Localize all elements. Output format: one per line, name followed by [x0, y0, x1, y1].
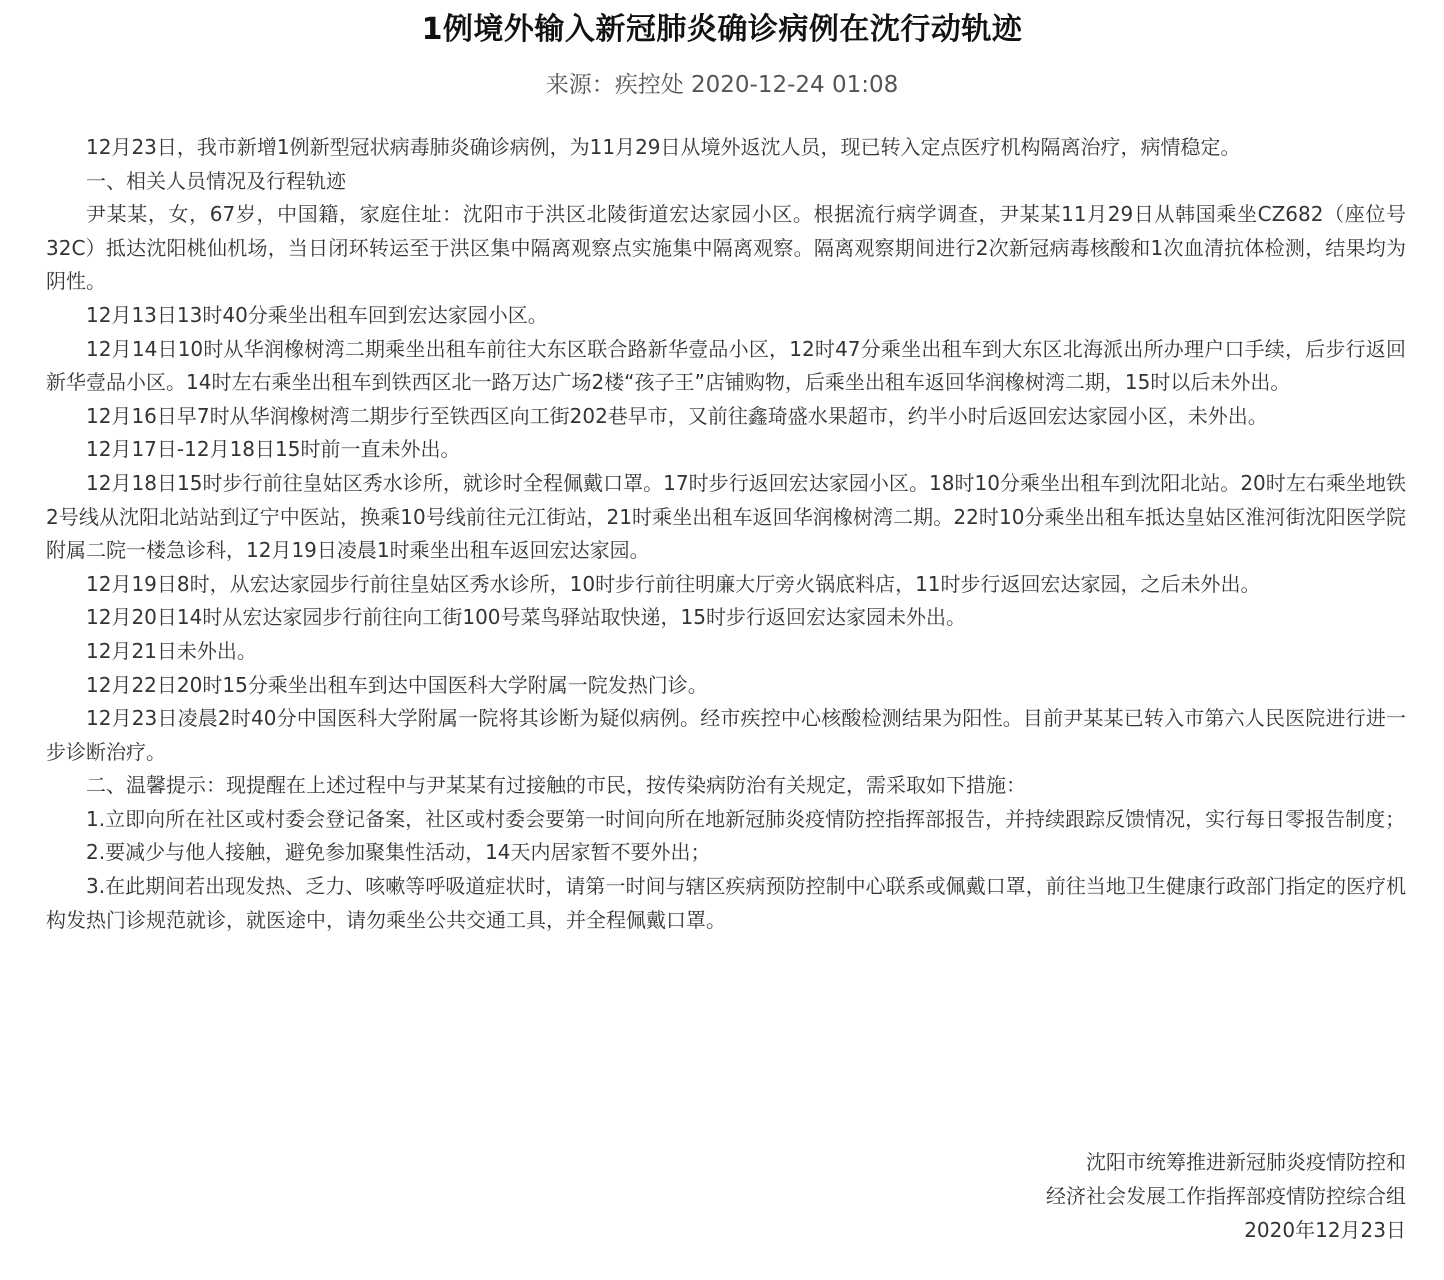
signature-date: 2020年12月23日 [1244, 1218, 1406, 1242]
source-name: 疾控处 [614, 72, 684, 98]
signature-org-line1: 沈阳市统筹推进新冠肺炎疫情防控和 [1086, 1150, 1406, 1174]
signature-block [1046, 1145, 1406, 1247]
paragraph-dec17: 12月17日-12月18日15时前一直未外出。 [86, 437, 461, 462]
paragraph-intro: 12月23日，我市新增1例新型冠状病毒肺炎确诊病例，为11月29日从境外返沈人员，现已转入定点医疗机构隔离治疗，病情稳定。 [86, 135, 1241, 159]
paragraph-dec13: 12月13日13时40分乘坐出租车回到宏达家园小区。 [86, 302, 548, 327]
paragraph-dec20: 12月20日14时从宏达家园步行前往向工街100号菜鸟驿站取快递，15时步行返回宏达家园未外出。 [86, 605, 966, 630]
measure-item-2: 2.要减少与他人接触，避免参加聚集性活动，14天内居家暂不要外出； [86, 840, 711, 865]
article-body [46, 131, 1406, 937]
signature-org-line2: 经济社会发展工作指挥部疫情防控综合组 [1046, 1184, 1406, 1208]
section-heading-reminder: 二、温馨提示：现提醒在上述过程中与尹某某有过接触的市民，按传染病防治有关规定，需采取如下措施： [86, 773, 1026, 798]
section-heading-trajectory: 一、相关人员情况及行程轨迹 [86, 168, 346, 193]
paragraph-dec19: 12月19日8时，从宏达家园步行前往皇姑区秀水诊所，10时步行前往明廉大厅旁火锅底料店，11时步行返回宏达家园，之后未外出。 [86, 571, 1261, 596]
paragraph-dec22: 12月22日20时15分乘坐出租车到达中国医科大学附属一院发热门诊。 [86, 672, 708, 697]
measure-item-3: 3.在此期间若出现发热、乏力、咳嗽等呼吸道症状时，请第一时间与辖区疾病预防控制中心联系或佩戴口罩，前往当地卫生健康行政部门指定的医疗机构发热门诊规范就诊，就医途中，请勿乘坐公共交通工具，并全程佩戴口罩。 [46, 874, 1406, 932]
article-meta [0, 68, 1444, 102]
publish-datetime: 2020-12-24 01:08 [691, 72, 899, 98]
paragraph-dec14: 12月14日10时从华润橡树湾二期乘坐出租车前往大东区联合路新华壹品小区，12时47分乘坐出租车到大东区北海派出所办理户口手续，后步行返回新华壹品小区。14时左右乘坐出租车到铁西区北一路万达广场2楼“孩子王”店铺购物，后乘坐出租车返回华润橡树湾二期，15时以后未外出。 [46, 336, 1406, 395]
article-title: 1例境外输入新冠肺炎确诊病例在沈行动轨迹 [421, 12, 1023, 47]
paragraph-dec16: 12月16日早7时从华润橡树湾二期步行至铁西区向工街202巷早市，又前往鑫琦盛水果超市，约半小时后返回宏达家园小区，未外出。 [86, 403, 1268, 428]
paragraph-dec23: 12月23日凌晨2时40分中国医科大学附属一院将其诊断为疑似病例。经市疾控中心核酸检测结果为阳性。目前尹某某已转入市第六人民医院进行进一步诊断治疗。 [46, 706, 1406, 764]
measure-item-1: 1.立即向所在社区或村委会登记备案，社区或村委会要第一时间向所在地新冠肺炎疫情防控指挥部报告，并持续跟踪反馈情况，实行每日零报告制度； [86, 806, 1406, 831]
paragraph-person-info: 尹某某，女，67岁，中国籍，家庭住址：沈阳市于洪区北陵街道宏达家园小区。根据流行病学调查，尹某某11月29日从韩国乘坐CZ682（座位号32C）抵达沈阳桃仙机场，当日闭环转运至于洪区集中隔离观察点实施集中隔离观察。隔离观察期间进行2次新冠病毒核酸和1次血清抗体检测，结果均为阴性。 [46, 202, 1406, 294]
paragraph-dec18: 12月18日15时步行前往皇姑区秀水诊所，就诊时全程佩戴口罩。17时步行返回宏达家园小区。18时10分乘坐出租车到沈阳北站。20时左右乘坐地铁2号线从沈阳北站站到辽宁中医站，换乘10号线前往元江街站，21时乘坐出租车返回华润橡树湾二期。22时10分乘坐出租车抵达皇姑区淮河街沈阳医学院附属二院一楼急诊科，12月19日凌晨1时乘坐出租车返回宏达家园。 [46, 470, 1406, 563]
source-label: 来源： [545, 72, 615, 98]
paragraph-dec21: 12月21日未外出。 [86, 638, 257, 663]
